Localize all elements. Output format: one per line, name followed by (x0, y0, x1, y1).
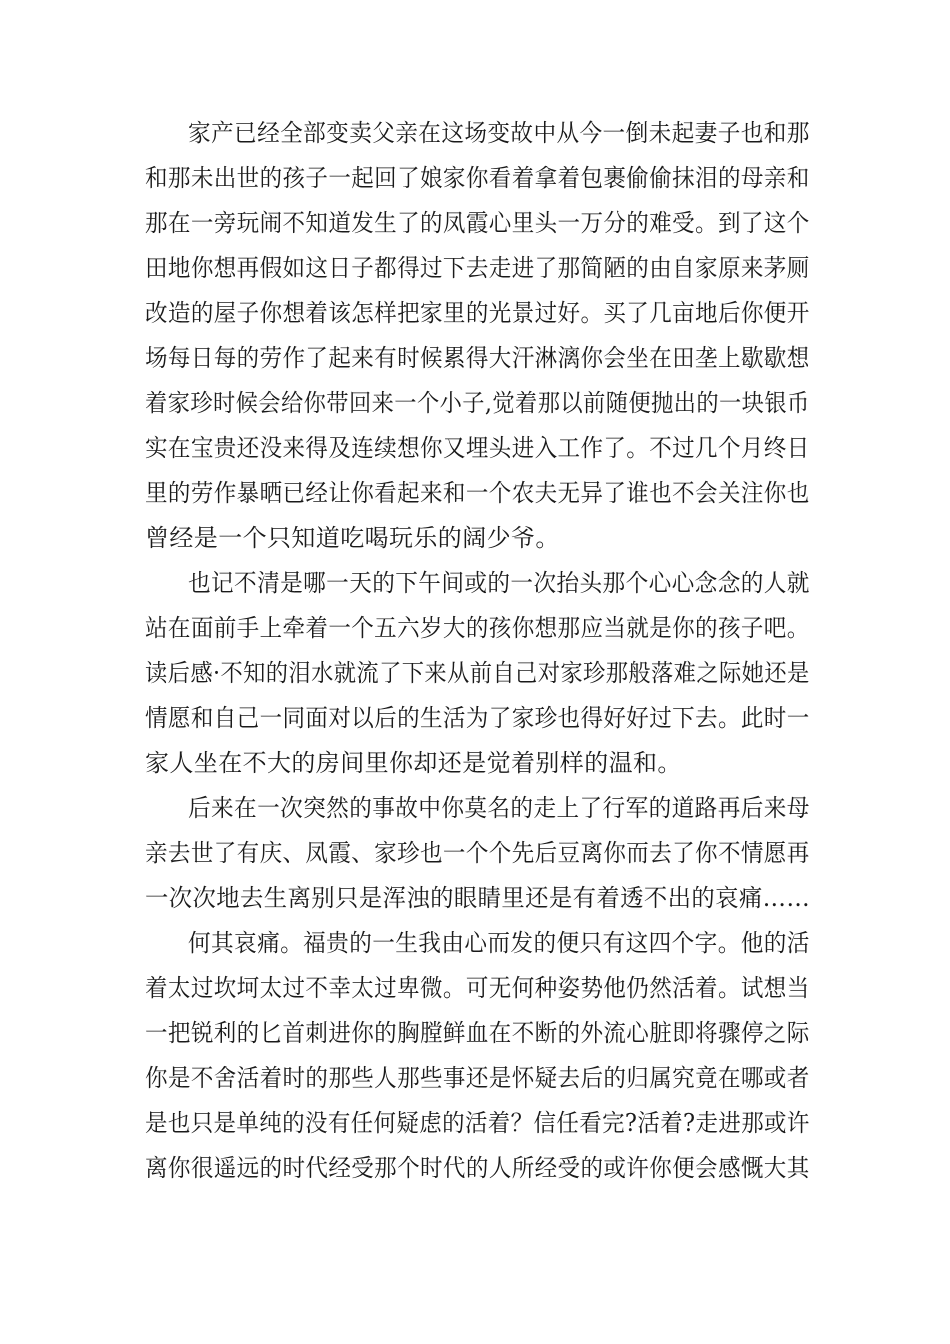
text-line: 读后感·不知的泪水就流了下来从前自己对家珍那般落难之际她还是 (145, 659, 810, 687)
text-line: 离你很遥远的时代经受那个时代的人所经受的或许你便会感慨大其 (145, 1154, 810, 1182)
text-line: 着家珍时候会给你带回来一个小子,觉着那以前随便抛出的一块银币 (145, 389, 810, 417)
text-line: 一次次地去生离别只是浑浊的眼睛里还是有着透不出的哀痛…… (145, 884, 811, 912)
text-line: 田地你想再假如这日子都得过下去走进了那简陋的由自家原来茅厕 (145, 254, 810, 282)
text-line: 亲去世了有庆、凤霞、家珍也一个个先后豆离你而去了你不情愿再 (145, 839, 810, 867)
text-line: 实在宝贵还没来得及连续想你又埋头进入工作了。不过几个月终日 (145, 434, 810, 462)
text-line: 也记不清是哪一天的下午间或的一次抬头那个心心念念的人就 (188, 569, 810, 597)
text-line: 那在一旁玩闹不知道发生了的凤霞心里头一万分的难受。到了这个 (145, 209, 810, 237)
text-line: 着太过坎坷太过不幸太过卑微。可无何种姿势他仍然活着。试想当 (145, 974, 810, 1002)
text-line: 后来在一次突然的事故中你莫名的走上了行军的道路再后来母 (188, 794, 810, 822)
text-line: 是也只是单纯的没有任何疑虑的活着？信任看完?活着?走进那或许 (145, 1109, 810, 1137)
text-line: 里的劳作暴晒已经让你看起来和一个农夫无异了谁也不会关注你也 (145, 479, 810, 507)
text-line: 站在面前手上牵着一个五六岁大的孩你想那应当就是你的孩子吧。 (145, 614, 810, 642)
text-line: 何其哀痛。福贵的一生我由心而发的便只有这四个字。他的活 (188, 929, 810, 957)
text-line: 情愿和自己一同面对以后的生活为了家珍也得好好过下去。此时一 (145, 704, 810, 732)
text-line: 家人坐在不大的房间里你却还是觉着别样的温和。 (145, 749, 682, 777)
text-line: 和那未出世的孩子一起回了娘家你看着拿着包裹偷偷抹泪的母亲和 (145, 164, 810, 192)
text-line: 家产已经全部变卖父亲在这场变故中从今一倒未起妻子也和那 (188, 119, 810, 147)
text-line: 你是不舍活着时的那些人那些事还是怀疑去后的归属究竟在哪或者 (145, 1064, 810, 1092)
text-line: 一把锐利的匕首刺进你的胸膛鲜血在不断的外流心脏即将骤停之际 (145, 1019, 810, 1047)
text-line: 曾经是一个只知道吃喝玩乐的阔少爷。 (145, 524, 560, 552)
text-line: 场每日每的劳作了起来有时候累得大汗淋漓你会坐在田垄上歇歇想 (145, 344, 810, 372)
text-line: 改造的屋子你想着该怎样把家里的光景过好。买了几亩地后你便开 (145, 299, 810, 327)
